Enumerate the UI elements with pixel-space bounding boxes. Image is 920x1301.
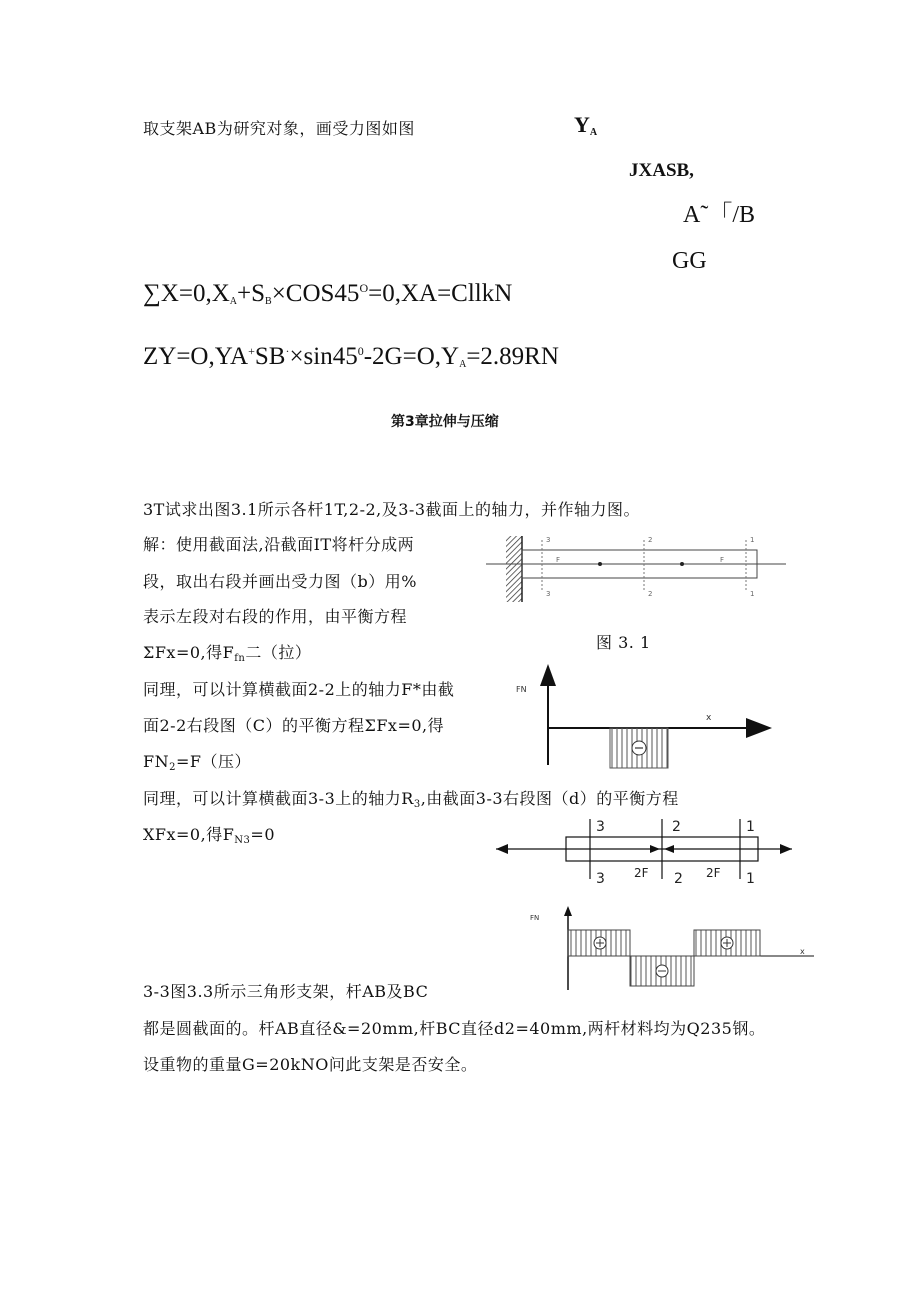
axial-force-diagram-c [510, 660, 775, 770]
bar-d-top-label-1: 1 [746, 819, 755, 835]
x-axis-label: x [706, 713, 712, 723]
force-label-f-left: F [556, 556, 561, 564]
fbd-label-ya [574, 112, 597, 138]
axial-force-diagram-e [524, 904, 824, 994]
solution-line-9 [143, 822, 275, 846]
bar-d-bottom-label-2: 2 [674, 871, 683, 887]
sol8-part-b: ,由截面3-3右段图（d）的平衡方程 [420, 789, 679, 808]
fbd-ya-sub: A [589, 127, 598, 138]
bar-d-bottom-label-1: 1 [746, 871, 755, 887]
sol4-part-a: ΣFx=0,得F [143, 643, 235, 662]
sol8-sub: 3 [413, 799, 421, 810]
eq2-part-c: ×sin45 [289, 343, 358, 370]
bar-bottom-label-1: 1 [750, 590, 755, 598]
fbd-label-xasb: JXASB, [629, 160, 694, 181]
sol9-part-a: XFx=0,得F [143, 825, 235, 844]
sol8-part-a: 同理，可以计算横截面3-3上的轴力R [143, 789, 414, 808]
eq1-part-c: ×COS45 [271, 280, 360, 307]
eq2-part-b: SB [254, 343, 286, 370]
fixed-wall-hatch [506, 536, 522, 602]
right-arrow-head [780, 844, 792, 854]
arrow-2f-right [664, 845, 674, 853]
eq1-sub-a: A [229, 296, 238, 307]
fbd-label-ab: A˜「/B [683, 202, 755, 228]
problem-33-line-1: 3-3图3.3所示三角形支架，杆AB及BC [143, 982, 429, 1001]
solution-line-8 [143, 786, 679, 810]
eq2-sup-c: 0 [357, 344, 364, 358]
eq1-sub-b: B [265, 296, 272, 307]
sol4-part-b: 二（拉） [245, 643, 312, 662]
eq2-part-d: -2G=O,Y [363, 343, 460, 370]
equation-sum-y [143, 343, 559, 371]
sol7-part-a: FN [143, 752, 170, 771]
bar-d-top-label-3: 3 [596, 819, 605, 835]
bar-bottom-label-3: 3 [546, 590, 551, 598]
solution-line-5: 同理，可以计算横截面2-2上的轴力F*由截 [143, 680, 455, 699]
fn-axis-label: FN [516, 685, 527, 694]
force-label-f-right: F [720, 556, 725, 564]
sol9-part-b: =0 [250, 825, 276, 844]
eq1-sup-c: O [359, 281, 369, 295]
bar-d-top-label-2: 2 [672, 819, 681, 835]
sol9-sub: N3 [234, 835, 251, 846]
solution-line-3: 表示左段对右段的作用，由平衡方程 [143, 607, 408, 626]
load-point-1 [598, 562, 602, 566]
bar-d-2f-right: 2F [706, 866, 721, 880]
intro-text: 取支架AB为研究对象，画受力图如图 [143, 119, 415, 138]
bar-d-bottom-label-3: 3 [596, 871, 605, 887]
solution-line-7 [143, 749, 251, 773]
sol4-sub: fn [234, 653, 246, 664]
figure-3-1-caption: 图 3. 1 [596, 633, 651, 652]
eq2-part-a: ZY=O,YA [143, 343, 249, 370]
bar-diagram-d [494, 815, 794, 887]
load-point-2 [680, 562, 684, 566]
fn-axis-arrow [540, 664, 556, 686]
solution-line-2: 段，取出右段并画出受力图（b）用% [143, 572, 417, 591]
fn-axis-arrow-e [564, 906, 572, 916]
eq1-part-a: ∑X=0,X [143, 280, 230, 307]
eq2-sup-a: + [248, 344, 255, 358]
x-axis-label-e: x [800, 947, 805, 956]
chapter-title: 第3章拉伸与压缩 [391, 414, 499, 430]
eq1-part-d: =0,XA=CllkN [368, 280, 513, 307]
eq1-part-b: +S [237, 280, 266, 307]
equation-sum-x [143, 280, 512, 308]
bar-top-label-2: 2 [648, 536, 653, 544]
eq2-part-e: =2.89RN [466, 343, 559, 370]
fn-axis-label-e: FN [530, 914, 540, 922]
eq2-sub-d: A [459, 359, 467, 370]
solution-line-1: 解：使用截面法,沿截面IT将杆分成两 [143, 535, 415, 554]
eq2-sup-b: · [285, 344, 290, 358]
problem-33-line-3: 设重物的重量G=20kNO问此支架是否安全。 [143, 1055, 478, 1074]
problem-33-line-2: 都是圆截面的。杆AB直径&=20mm,杆BC直径d2=40mm,两杆材料均为Q235钢。 [143, 1019, 766, 1038]
bar-d-2f-left: 2F [634, 866, 649, 880]
fbd-label-gg: GG [672, 248, 707, 274]
sol7-sub: 2 [169, 762, 176, 773]
solution-line-6: 面2-2右段图（C）的平衡方程ΣFx=0,得 [143, 716, 445, 735]
solution-line-4 [143, 640, 311, 664]
bar-top-label-3: 3 [546, 536, 551, 544]
figure-3-1-bar [484, 534, 789, 604]
arrow-2f-left [650, 845, 660, 853]
sol7-part-b: =F（压） [175, 752, 251, 771]
x-axis-arrow [746, 718, 772, 738]
problem-31-statement: 3T试求出图3.1所示各杆1T,2-2,及3-3截面上的轴力，并作轴力图。 [143, 500, 641, 519]
bar-bottom-label-2: 2 [648, 590, 653, 598]
left-arrow-head [496, 844, 508, 854]
fbd-ya-main: Y [574, 112, 590, 137]
bar-top-label-1: 1 [750, 536, 755, 544]
